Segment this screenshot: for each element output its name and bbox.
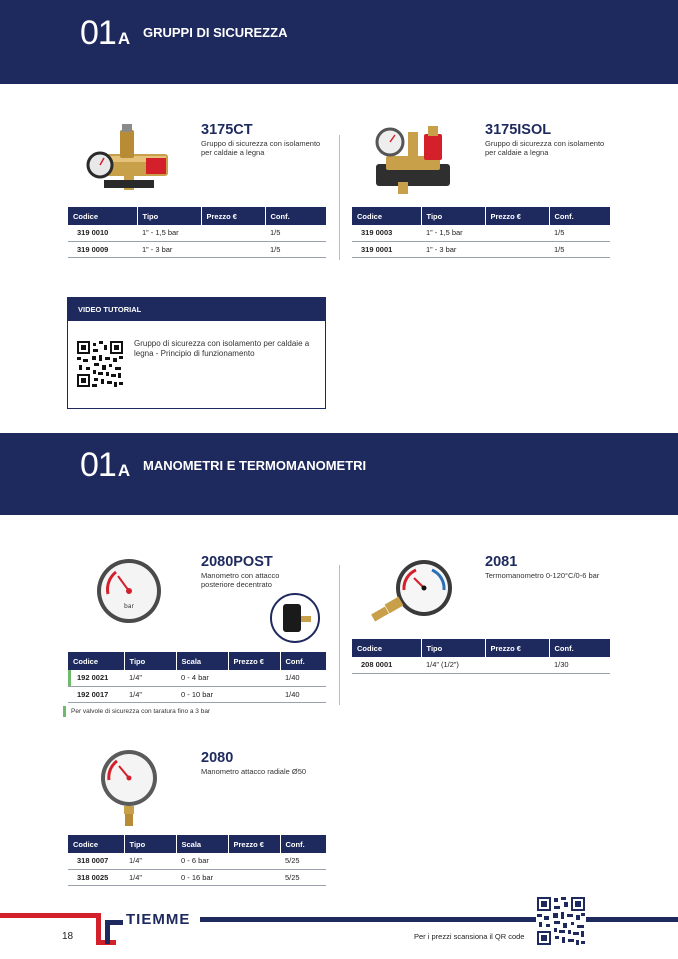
cell-codice: 208 0001	[352, 657, 421, 673]
footer-qr-code[interactable]	[536, 896, 586, 946]
cell-scala: 0 - 6 bar	[176, 853, 228, 869]
cell-codice: 319 0010	[68, 225, 137, 241]
cell-prezzo	[228, 853, 280, 869]
cell-codice: 319 0009	[68, 241, 137, 257]
cell-prezzo	[201, 225, 265, 241]
col-tipo: Tipo	[124, 835, 176, 853]
col-scala: Scala	[176, 652, 228, 670]
cell-prezzo	[485, 657, 549, 673]
cell-codice: 318 0007	[68, 853, 124, 869]
product-image-2080post	[94, 556, 164, 626]
video-qr-code[interactable]	[77, 341, 123, 387]
price-table-2080	[68, 835, 326, 886]
col-prezzo: Prezzo €	[201, 207, 265, 225]
cell-conf: 5/25	[280, 869, 326, 885]
cell-codice: 319 0003	[352, 225, 421, 241]
cell-prezzo	[201, 241, 265, 257]
product-code-2081: 2081	[485, 554, 518, 570]
col-conf: Conf.	[280, 835, 326, 853]
col-codice: Codice	[352, 207, 421, 225]
product-image-2080	[99, 748, 159, 830]
section-number: 01 A	[80, 14, 131, 52]
col-conf: Conf.	[549, 207, 610, 225]
video-tutorial-box	[67, 297, 326, 409]
col-tipo: Tipo	[421, 207, 485, 225]
col-conf: Conf.	[549, 639, 610, 657]
product-note-2080post: Per valvole di sicurezza con taratura fino a 3 bar	[63, 708, 210, 715]
table-row	[68, 241, 326, 257]
cell-codice: 192 0021	[68, 670, 124, 686]
cell-scala: 0 - 4 bar	[176, 670, 228, 686]
col-codice: Codice	[68, 652, 124, 670]
svg-text:bar: bar	[124, 603, 134, 610]
brand-logo: TIEMME	[126, 911, 191, 928]
cell-tipo: 1/4”	[124, 869, 176, 885]
cell-prezzo	[228, 869, 280, 885]
table-row	[352, 225, 610, 241]
col-prezzo: Prezzo €	[228, 652, 280, 670]
product-code-3175isol: 3175ISOL	[485, 122, 552, 138]
cell-prezzo	[485, 241, 549, 257]
col-tipo: Tipo	[137, 207, 201, 225]
cell-tipo: 1” - 3 bar	[421, 241, 485, 257]
cell-tipo: 1/4” (1/2”)	[421, 657, 485, 673]
cell-scala: 0 - 16 bar	[176, 869, 228, 885]
cell-conf: 1/30	[549, 657, 610, 673]
col-conf: Conf.	[280, 652, 326, 670]
cell-prezzo	[228, 670, 280, 686]
product-description-2080: Manometro attacco radiale Ø50	[201, 767, 307, 776]
section-header-band	[0, 433, 678, 515]
col-codice: Codice	[352, 639, 421, 657]
cell-prezzo	[485, 225, 549, 241]
footer-blue-stripe-left	[105, 920, 123, 925]
col-prezzo: Prezzo €	[228, 835, 280, 853]
column-divider	[339, 565, 340, 705]
cell-conf: 1/40	[280, 670, 326, 686]
price-table-2081	[352, 639, 610, 674]
cell-codice: 318 0025	[68, 869, 124, 885]
cell-conf: 1/5	[265, 225, 326, 241]
product-description-3175ct: Gruppo di sicurezza con isolamento per caldaie a legna	[201, 139, 321, 157]
section-number: 01 A	[80, 446, 131, 484]
col-tipo: Tipo	[124, 652, 176, 670]
product-code-2080post: 2080POST	[201, 554, 273, 570]
col-codice: Codice	[68, 207, 137, 225]
product-description-2080post: Manometro con attacco posteriore decentrato	[201, 571, 280, 589]
page-number: 18	[62, 931, 74, 942]
price-table-2080post	[68, 652, 326, 703]
video-tutorial-text: Gruppo di sicurezza con isolamento per caldaie a legna - Principio di funzionamento	[134, 339, 310, 358]
cell-conf: 1/5	[549, 241, 610, 257]
table-row	[68, 869, 326, 885]
product-description-2081: Termomanometro 0-120°C/0-6 bar	[485, 571, 600, 580]
cell-tipo: 1/4”	[124, 686, 176, 702]
col-prezzo: Prezzo €	[485, 207, 549, 225]
cell-tipo: 1” - 1,5 bar	[137, 225, 201, 241]
product-image-3175ct	[84, 120, 180, 200]
col-scala: Scala	[176, 835, 228, 853]
column-divider	[339, 135, 340, 260]
cell-conf: 1/40	[280, 686, 326, 702]
product-image-3175isol	[368, 120, 458, 198]
cell-tipo: 1/4”	[124, 853, 176, 869]
price-table-3175isol	[352, 207, 610, 258]
product-detail-image-2080post	[269, 592, 321, 644]
col-prezzo: Prezzo €	[485, 639, 549, 657]
section-title: GRUPPI DI SICUREZZA	[143, 25, 288, 40]
cell-conf: 1/5	[549, 225, 610, 241]
cell-tipo: 1” - 3 bar	[137, 241, 201, 257]
cell-conf: 1/5	[265, 241, 326, 257]
table-row	[68, 853, 326, 869]
col-codice: Codice	[68, 835, 124, 853]
cell-prezzo	[228, 686, 280, 702]
qr-caption: Per i prezzi scansiona il QR code	[414, 932, 525, 941]
product-description-3175isol: Gruppo di sicurezza con isolamento per caldaie a legna	[485, 139, 605, 157]
section-header-band	[0, 0, 678, 84]
table-row	[68, 670, 326, 686]
footer-blue-stripe	[200, 917, 678, 922]
cell-tipo: 1” - 1,5 bar	[421, 225, 485, 241]
cell-scala: 0 - 10 bar	[176, 686, 228, 702]
footer-red-stripe	[0, 913, 100, 918]
table-row	[352, 241, 610, 257]
cell-conf: 5/25	[280, 853, 326, 869]
price-table-3175ct	[68, 207, 326, 258]
video-tutorial-header: VIDEO TUTORIAL	[68, 298, 325, 321]
table-row	[68, 225, 326, 241]
product-code-3175ct: 3175CT	[201, 122, 253, 138]
cell-tipo: 1/4”	[124, 670, 176, 686]
product-image-2081	[370, 556, 460, 628]
section-title: MANOMETRI E TERMOMANOMETRI	[143, 458, 367, 473]
table-row	[352, 657, 610, 673]
product-code-2080: 2080	[201, 750, 234, 766]
col-tipo: Tipo	[421, 639, 485, 657]
cell-codice: 192 0017	[68, 686, 124, 702]
col-conf: Conf.	[265, 207, 326, 225]
cell-codice: 319 0001	[352, 241, 421, 257]
table-row	[68, 686, 326, 702]
